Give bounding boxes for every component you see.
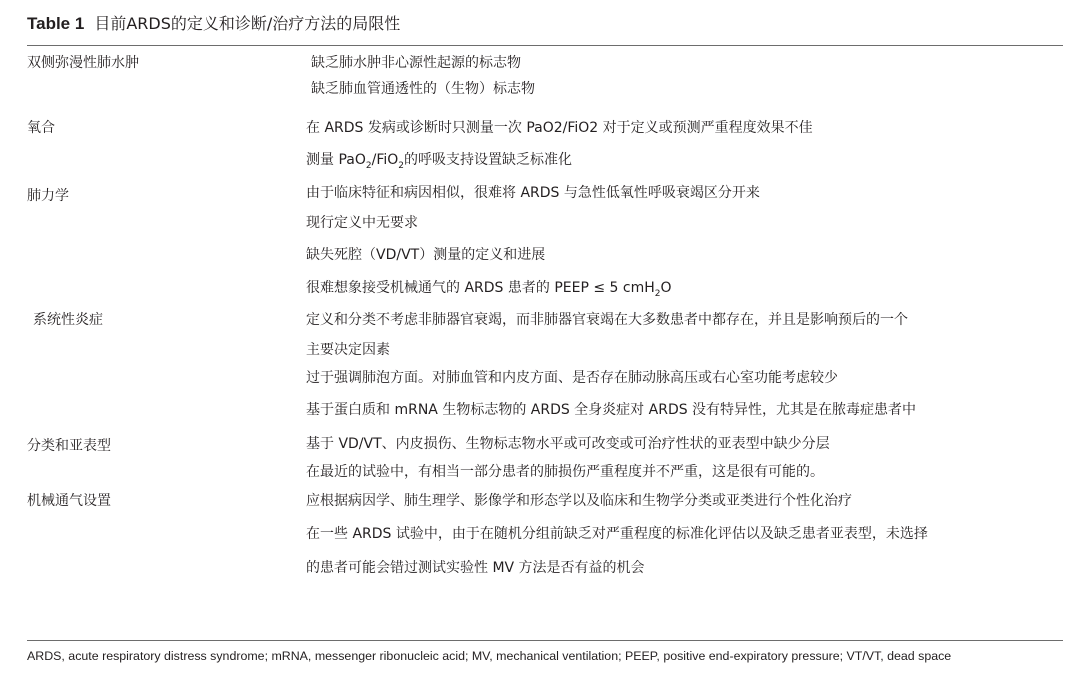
limitation-line-subscript: 测量 PaO$_2$/FiO$_2$的呼吸支持设置缺乏标准化 xyxy=(306,152,573,171)
limitation-line-subscript: 很难想象接受机械通气的 ARDS 患者的 PEEP ≤ 5 cmH$_2$O xyxy=(306,280,672,299)
category-lung-mechanics: 肺力学 xyxy=(27,188,69,204)
table-title xyxy=(27,13,400,35)
category-bilateral-edema: 双侧弥漫性肺水肿 xyxy=(27,55,139,71)
limitation-line: 在最近的试验中，有相当一部分患者的肺损伤严重程度并不严重，这是很有可能的。 xyxy=(306,464,824,480)
limitation-line: 基于 VD/VT、内皮损伤、生物标志物水平或可改变或可治疗性状的亚表型中缺少分层 xyxy=(306,436,830,452)
category-systemic-inflammation: 系统性炎症 xyxy=(33,312,103,328)
limitation-line: 缺乏肺血管通透性的（生物）标志物 xyxy=(311,81,535,97)
limitation-line: 主要决定因素 xyxy=(306,342,390,358)
limitation-line: 在 ARDS 发病或诊断时只测量一次 PaO2/FiO2 对于定义或预测严重程度效果不佳 xyxy=(306,120,813,136)
limitation-line: 基于蛋白质和 mRNA 生物标志物的 ARDS 全身炎症对 ARDS 没有特异性，尤其是在脓毒症患者中 xyxy=(306,402,917,418)
limitation-line: 由于临床特征和病因相似，很难将 ARDS 与急性低氧性呼吸衰竭区分开来 xyxy=(306,185,760,201)
table-top-rule xyxy=(27,45,1063,46)
limitation-line: 应根据病因学、肺生理学、影像学和形态学以及临床和生物学分类或亚类进行个性化治疗 xyxy=(306,493,852,509)
limitation-line: 的患者可能会错过测试实验性 MV 方法是否有益的机会 xyxy=(306,560,645,576)
table-footnote: ARDS, acute respiratory distress syndrome; mRNA, messenger ribonucleic acid; MV, mechanical ventilation; PEEP, positive end-expiratory pressure; VT/VT, dead space xyxy=(27,649,952,663)
limitation-line: 定义和分类不考虑非肺器官衰竭，而非肺器官衰竭在大多数患者中都存在，并且是影响预后的一个 xyxy=(306,312,908,328)
limitation-line: 在一些 ARDS 试验中，由于在随机分组前缺乏对严重程度的标准化评估以及缺乏患者亚表型，未选择 xyxy=(306,526,928,542)
limitation-line: 缺乏肺水肿非心源性起源的标志物 xyxy=(311,55,521,71)
limitation-line: 过于强调肺泡方面。对肺血管和内皮方面、是否存在肺动脉高压或右心室功能考虑较少 xyxy=(306,370,838,386)
category-oxygenation: 氧合 xyxy=(27,120,55,136)
category-ventilation-settings: 机械通气设置 xyxy=(27,493,111,509)
limitation-line: 现行定义中无要求 xyxy=(306,215,418,231)
category-subphenotypes: 分类和亚表型 xyxy=(27,438,111,454)
limitation-line: 缺失死腔（VD/VT）测量的定义和进展 xyxy=(306,247,546,263)
table-title-text: 目前ARDS的定义和诊断/治疗方法的局限性 xyxy=(94,14,401,33)
table-label: Table 1 xyxy=(27,14,85,33)
table-bottom-rule xyxy=(27,640,1063,641)
